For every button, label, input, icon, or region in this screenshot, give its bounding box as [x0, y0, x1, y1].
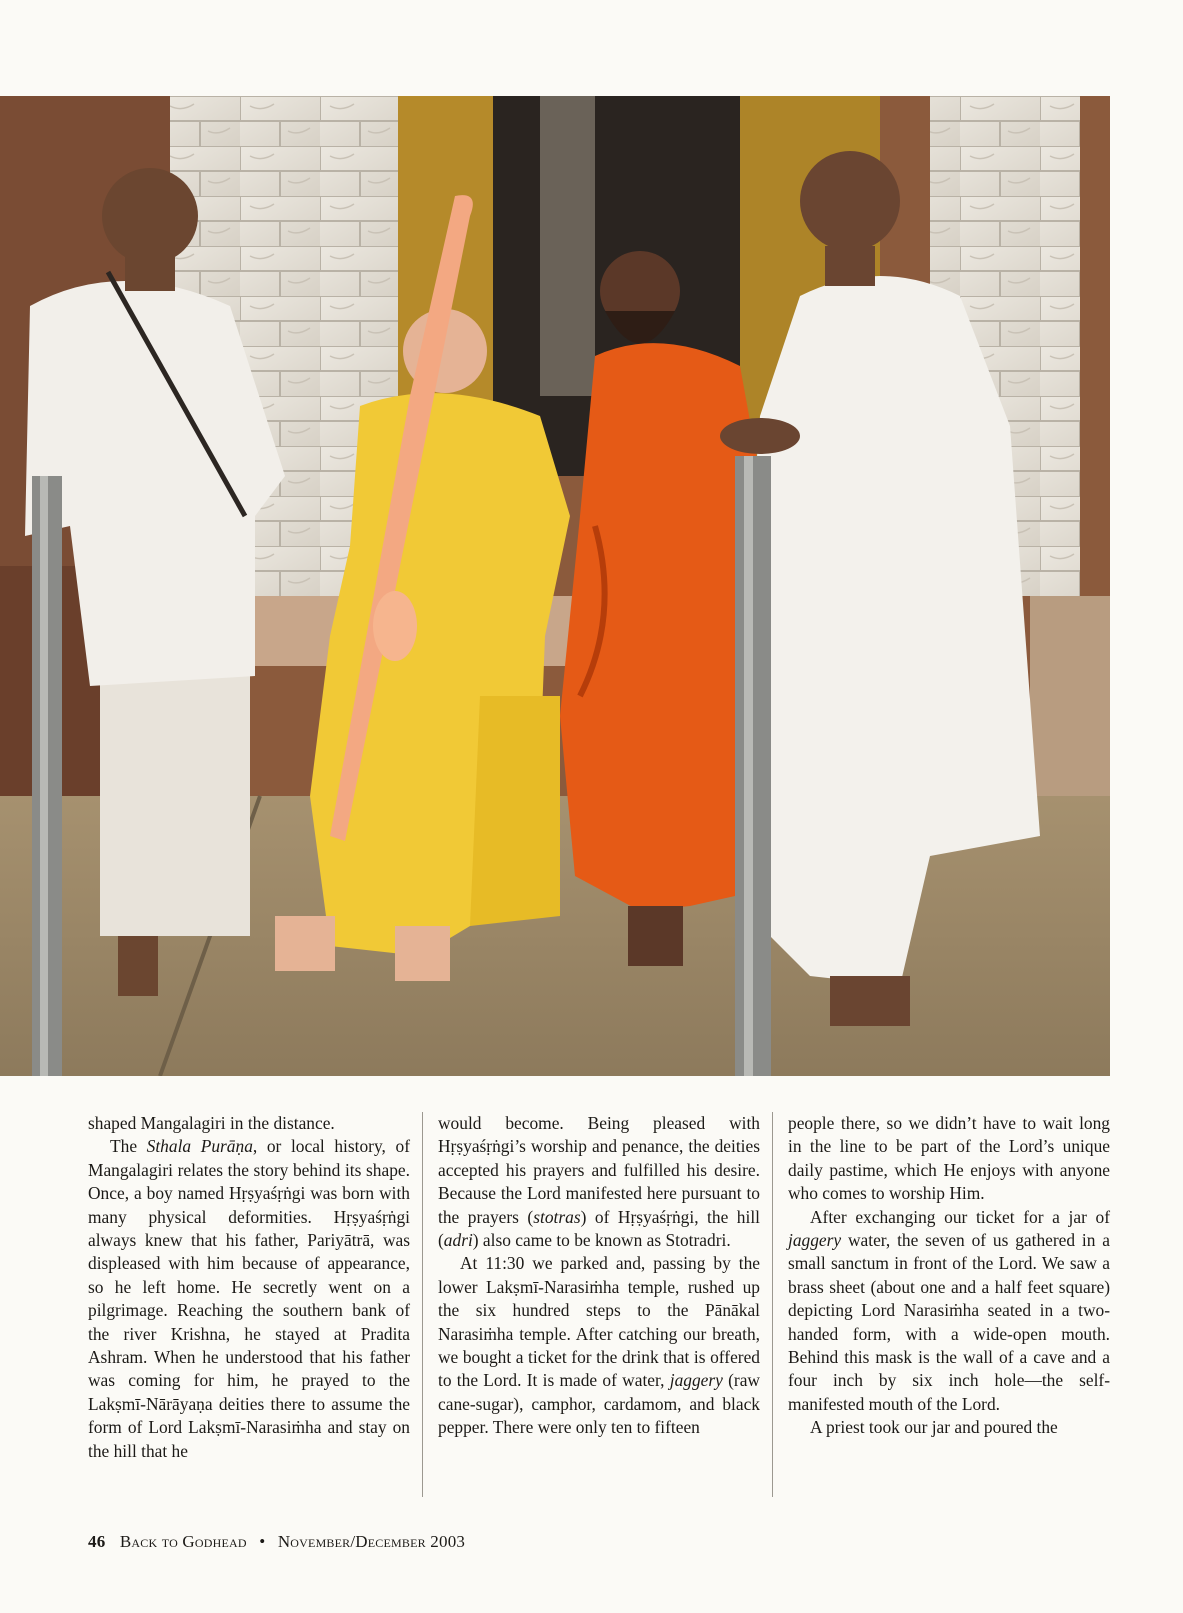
text-run: At 11:30 we parked and, passing by the lower Lakṣmī-Narasiṁha temple, rushed up the six hundred steps to the Pānākal Narasiṁha temple. After catching our breath, we bought a ticket for the drink that is offered to the Lord. It is made of water,	[438, 1253, 760, 1391]
text-run: ) also came to be known as Stotradri.	[472, 1230, 731, 1251]
text-run: The	[110, 1136, 147, 1157]
page-footer	[88, 1532, 465, 1552]
magazine-title: Back to Godhead	[119, 1532, 247, 1551]
italic-text: jaggery	[669, 1370, 723, 1391]
page-number: 46	[88, 1532, 106, 1551]
text-run: people there, so we didn’t have to wait long in the line to be part of the Lord’s unique daily pastime, which He enjoys with anyone who comes to worship Him.	[788, 1113, 1110, 1204]
footer-bullet: •	[259, 1532, 266, 1551]
text-run: After exchanging our ticket for a jar of	[810, 1206, 1110, 1227]
italic-text: adri	[443, 1230, 473, 1251]
text-run: shaped Mangalagiri in the distance.	[88, 1113, 335, 1133]
paragraph	[438, 1252, 760, 1439]
italic-text: stotras	[533, 1206, 581, 1227]
paragraph	[788, 1416, 1110, 1439]
text-column-1	[88, 1112, 410, 1463]
paragraph	[438, 1112, 760, 1252]
column-divider	[422, 1112, 423, 1497]
italic-text: Sthala Purāṇa	[146, 1136, 253, 1157]
italic-text: jaggery	[788, 1230, 842, 1251]
text-run: , or local history, of Mangalagiri relates the story behind its shape. Once, a boy named Hṛṣyaśṛṅgi was born with many physical deformities. Hṛṣyaśṛṅgi always knew that his father, Pariyātrā, was displeased with him because of appearance, so he left home. He secretly went on a pilgrimage. Reaching the southern bank of the river Krishna, he stayed at Pradita Ashram. When he understood that his father was coming for him, he prayed to the Lakṣmī-Nārāyaṇa deities there to assume the form of Lord Lakṣmī-Narasiṁha and stay on the hill that he	[88, 1136, 410, 1461]
paragraph	[788, 1206, 1110, 1417]
article-body	[88, 1112, 1112, 1502]
text-column-3	[788, 1112, 1110, 1440]
text-run: water, the seven of us gathered in a small sanctum in front of the Lord. We saw a brass sheet (about one and a half feet square) depicting Lord Narasiṁha seated in a two-handed form, with a wide-open mouth. Behind this mask is the wall of a cave and a four inch by six inch hole—the self-manifested mouth of the Lord.	[788, 1230, 1110, 1414]
article-photo	[0, 96, 1110, 1076]
paragraph	[88, 1135, 410, 1463]
text-run: (raw cane-sugar), camphor, cardamom, and black pepper. There were only ten to fifteen	[438, 1370, 760, 1438]
text-run: would become. Being pleased with Hṛṣyaśṛṅgi’s worship and penance, the deities accepted his prayers and fulfilled his desire. Because the Lord manifested here pursuant to the prayers (	[438, 1113, 760, 1227]
paragraph	[88, 1112, 410, 1135]
text-column-2	[438, 1112, 760, 1440]
column-divider	[772, 1112, 773, 1497]
text-run: ) of Hṛṣyaśṛṅgi, the hill (	[438, 1206, 760, 1251]
issue-date: November/December 2003	[277, 1532, 466, 1551]
paragraph	[788, 1112, 1110, 1206]
text-run: A priest took our jar and poured the	[810, 1417, 1058, 1438]
